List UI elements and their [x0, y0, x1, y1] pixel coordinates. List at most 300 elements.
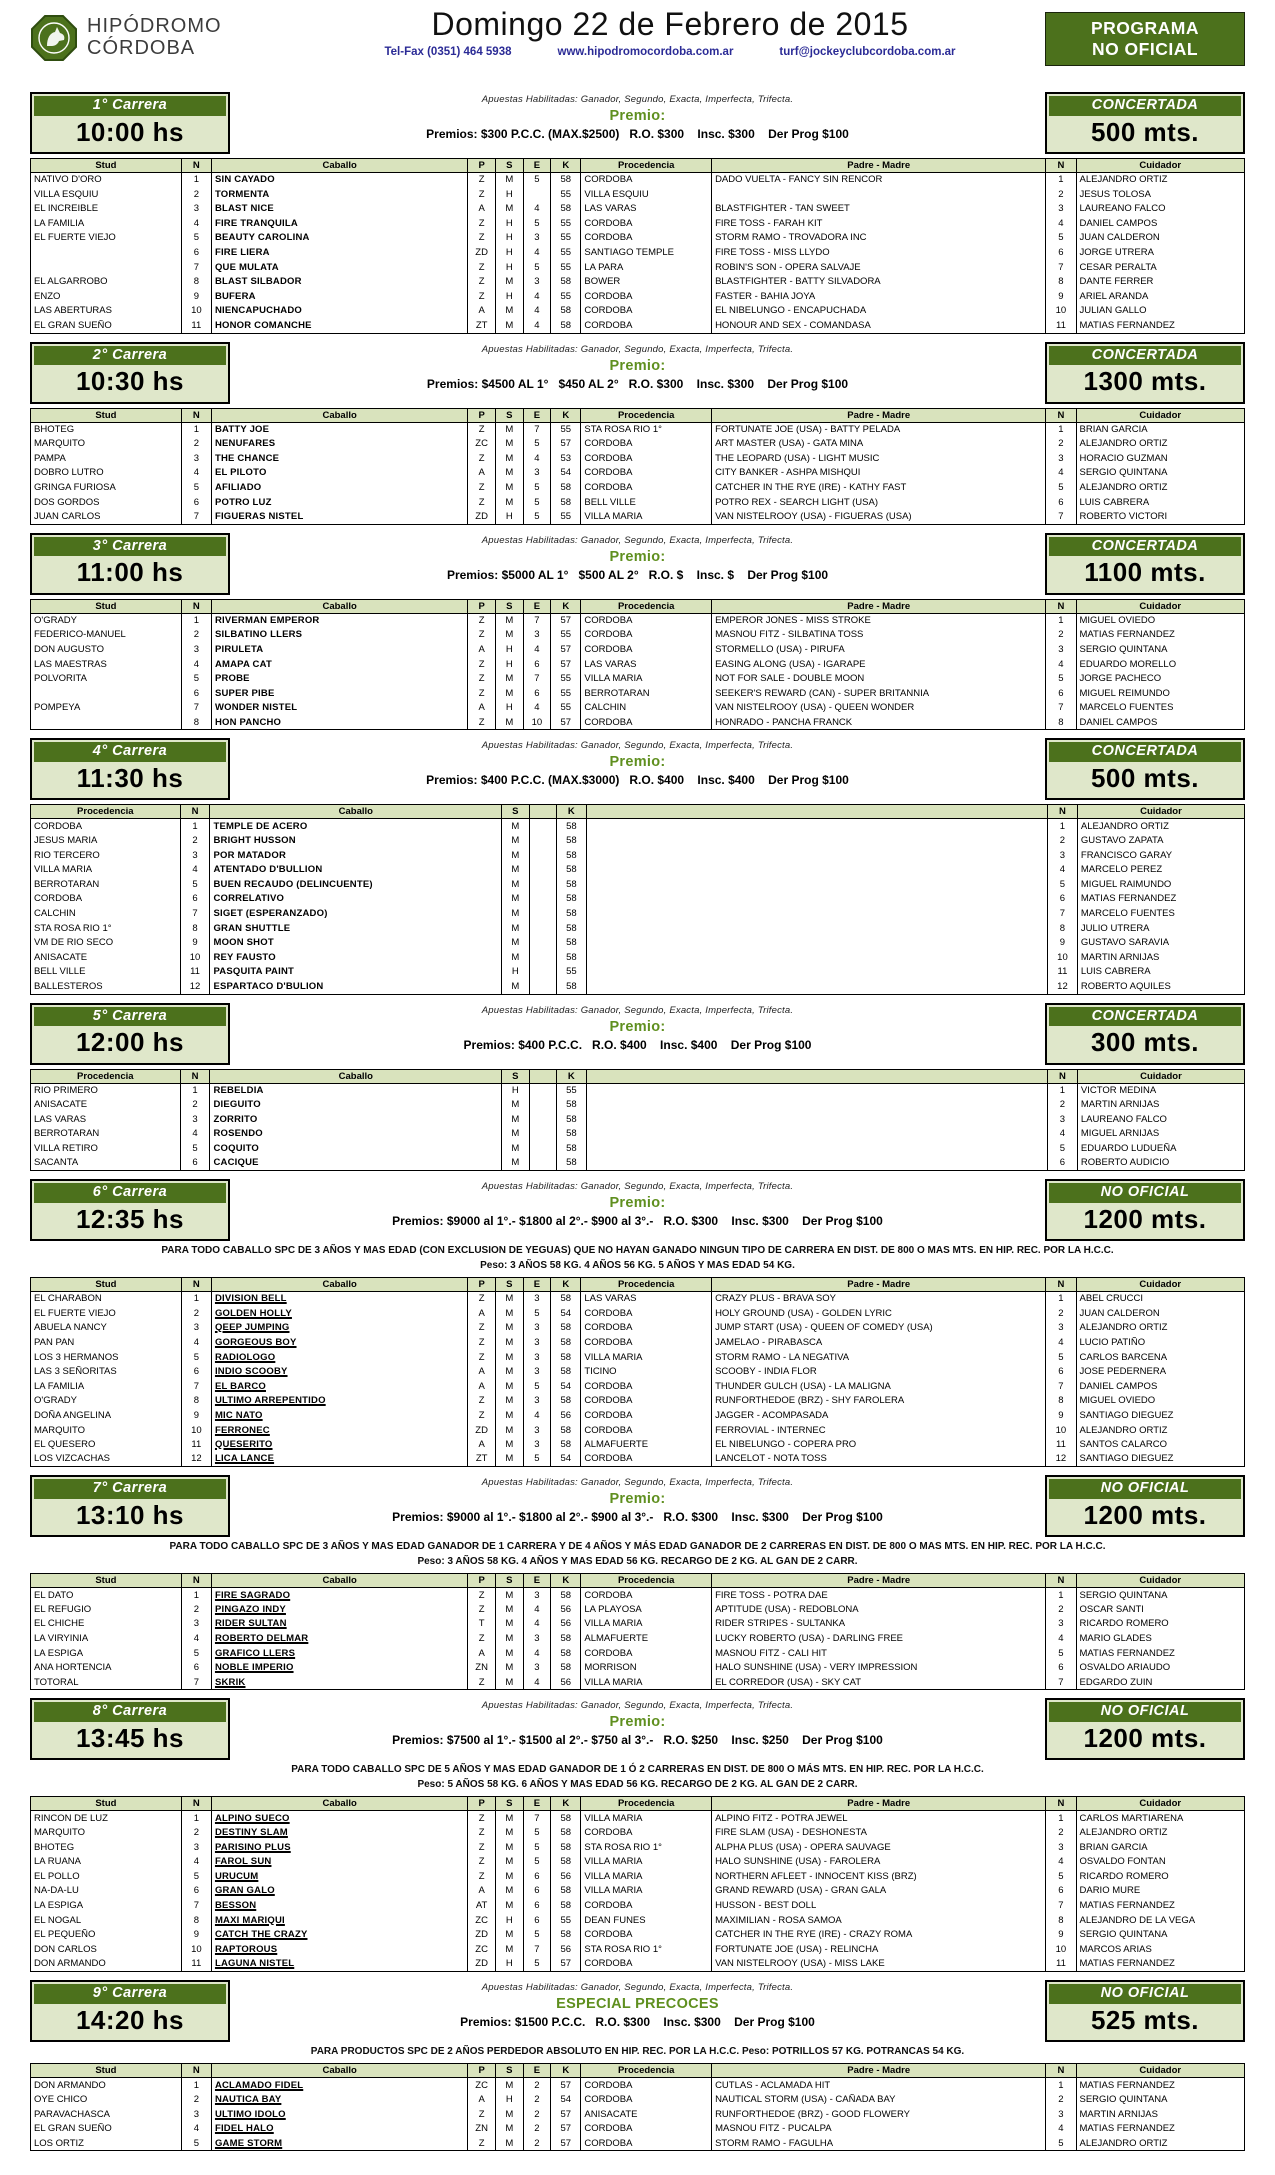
email-link[interactable]: turf@jockeyclubcordoba.com.ar [779, 46, 956, 58]
cell: M [502, 877, 529, 892]
cell: LA VIRYINIA [31, 1632, 182, 1647]
horse-row [31, 1632, 1245, 1647]
cell: 2 [181, 1826, 211, 1841]
cell: MARTIN ARNIJAS [1077, 1098, 1244, 1113]
cell: LOS 3 HERMANOS [31, 1350, 182, 1365]
horse-name: PROBE [211, 672, 467, 687]
cell: M [495, 1321, 523, 1336]
column-header: E [523, 159, 551, 173]
cell [586, 907, 1047, 922]
column-header: N [180, 1069, 210, 1083]
column-header: N [181, 2064, 211, 2078]
table-header-row [31, 1278, 1245, 1292]
cell: CORDOBA [581, 1394, 712, 1409]
cell: 5 [1046, 672, 1076, 687]
cell [586, 863, 1047, 878]
column-header: Caballo [211, 1278, 467, 1292]
column-header: N [1048, 1069, 1078, 1083]
column-header: Cuidador [1076, 1797, 1245, 1811]
race-premio-block [242, 738, 1033, 800]
cell: CORDOBA [581, 1646, 712, 1661]
horse-row [31, 2107, 1245, 2122]
cell: DON ARMANDO [31, 1957, 182, 1972]
cell [529, 950, 556, 965]
cell: FERROVIAL - INTERNEC [712, 1423, 1046, 1438]
cell: 1 [1048, 1083, 1078, 1098]
table-header-row [31, 2064, 1245, 2078]
cell: SERGIO QUINTANA [1076, 1928, 1245, 1943]
cell: 55 [551, 216, 581, 231]
cell: 11 [1046, 1438, 1076, 1453]
cell: 6 [523, 686, 551, 701]
table-header-row [31, 1069, 1245, 1083]
logo-text [87, 16, 222, 59]
cell [529, 965, 556, 980]
race-section-1 [30, 92, 1245, 334]
logo-line2: CÓRDOBA [87, 37, 196, 59]
cell [529, 936, 556, 951]
cell: STORM RAMO - TROVADORA INC [712, 231, 1046, 246]
cell: 4 [1046, 1632, 1076, 1647]
cell: LOS VIZCACHAS [31, 1452, 182, 1467]
cell: BHOTEG [31, 422, 182, 437]
cell: Z [468, 1321, 496, 1336]
bets-line: Apuestas Habilitadas: Ganador, Segundo, Exacta, Imperfecta, Trifecta. [481, 1477, 794, 1489]
cell: 5 [181, 672, 211, 687]
cell: ALEJANDRO ORTIZ [1076, 2136, 1245, 2151]
cell: A [468, 2093, 496, 2108]
horse-name: URUCUM [211, 1869, 467, 1884]
cell: 58 [551, 480, 581, 495]
column-header: Procedencia [31, 1069, 181, 1083]
cell: BOWER [581, 275, 712, 290]
cell: 54 [551, 1379, 581, 1394]
cell: 10 [181, 1942, 211, 1957]
cell: LAS VARAS [581, 657, 712, 672]
horse-row [31, 1127, 1245, 1142]
race-premio-block [242, 1980, 1033, 2042]
cell: 6 [181, 686, 211, 701]
horse-name: RIDER SULTAN [211, 1617, 467, 1632]
cell [523, 187, 551, 202]
cell: EL REFUGIO [31, 1602, 182, 1617]
cell: STORM RAMO - LA NEGATIVA [712, 1350, 1046, 1365]
cell: CORDOBA [31, 819, 181, 834]
cell: A [468, 1365, 496, 1380]
cell: 56 [551, 1617, 581, 1632]
column-header: S [495, 2064, 523, 2078]
race-table [30, 599, 1245, 731]
cell: CORDOBA [581, 173, 712, 188]
cell: 2 [1046, 1602, 1076, 1617]
column-header: Caballo [211, 599, 467, 613]
cell: HORACIO GUZMAN [1076, 451, 1245, 466]
cell: 7 [523, 422, 551, 437]
cell: CORDOBA [581, 2093, 712, 2108]
cell: 4 [180, 1127, 210, 1142]
cell: 7 [181, 1379, 211, 1394]
cell: 2 [181, 2093, 211, 2108]
cell: STA ROSA RIO 1° [31, 921, 181, 936]
cell: MATIAS FERNANDEZ [1076, 2122, 1245, 2137]
horse-row [31, 950, 1245, 965]
race-status-distance-panel [1045, 1475, 1245, 1537]
race-distance: 500 mts. [1090, 763, 1200, 793]
cell: 3 [523, 1365, 551, 1380]
cell: 3 [181, 1617, 211, 1632]
cell: M [495, 1942, 523, 1957]
cell: A [468, 642, 496, 657]
cell: EDGARDO ZUIN [1076, 1675, 1245, 1690]
cell: 5 [523, 1452, 551, 1467]
column-header: K [551, 159, 581, 173]
cell: CARLOS BARCENA [1076, 1350, 1245, 1365]
column-header: Cuidador [1076, 408, 1245, 422]
column-header: P [468, 1278, 496, 1292]
cell: M [502, 863, 529, 878]
cell: ENZO [31, 289, 182, 304]
cell: MARCELO PEREZ [1077, 863, 1244, 878]
premio-title: Premio: [609, 357, 666, 374]
cell: CORDOBA [581, 1379, 712, 1394]
cell: 1 [181, 1292, 211, 1307]
cell: 58 [556, 834, 586, 849]
cell: EDUARDO MORELLO [1076, 657, 1245, 672]
horse-name: RAPTOROUS [211, 1942, 467, 1957]
cell: M [495, 2136, 523, 2151]
cell: Z [468, 686, 496, 701]
race-status-distance-panel [1045, 1003, 1245, 1065]
cell: 8 [1046, 1394, 1076, 1409]
cell: EL CHARABON [31, 1292, 182, 1307]
cell: Z [468, 628, 496, 643]
cell: 6 [1048, 892, 1078, 907]
horse-row [31, 1083, 1245, 1098]
cell: ROBERTO AUDICIO [1077, 1156, 1244, 1171]
column-header: N [1046, 1797, 1076, 1811]
website-link[interactable]: www.hipodromocordoba.com.ar [557, 46, 734, 58]
cell: M [495, 686, 523, 701]
cell: ALPHA PLUS (USA) - OPERA SAUVAGE [712, 1840, 1046, 1855]
premio-detail: Premios: $400 P.C.C. R.O. $400 Insc. $400 Der Prog $100 [463, 1037, 812, 1052]
race-time: 10:00 hs [75, 116, 185, 147]
cell: VM DE RIO SECO [31, 936, 181, 951]
race-status-badge: NO OFICIAL [1049, 1183, 1241, 1203]
column-header: Stud [31, 159, 182, 173]
cell: 4 [523, 202, 551, 217]
date-title: Domingo 22 de Febrero de 2015 [431, 6, 909, 42]
horse-name: QUE MULATA [211, 260, 467, 275]
cell [529, 1083, 556, 1098]
cell [31, 686, 182, 701]
premio-title: Premio: [609, 548, 666, 565]
cell: H [495, 642, 523, 657]
column-header: N [1046, 1574, 1076, 1588]
cell: 5 [181, 1869, 211, 1884]
horse-row [31, 2136, 1245, 2151]
cell: BERROTARAN [31, 1127, 181, 1142]
cell: 7 [523, 613, 551, 628]
column-header: Caballo [211, 1797, 467, 1811]
horse-row [31, 613, 1245, 628]
cell: CORDOBA [581, 1335, 712, 1350]
horse-name: LICA LANCE [211, 1452, 467, 1467]
cell: M [495, 495, 523, 510]
cell: Z [468, 289, 496, 304]
cell: CALCHIN [581, 701, 712, 716]
cell: SERGIO QUINTANA [1076, 2093, 1245, 2108]
cell: 11 [1048, 965, 1078, 980]
cell: 7 [181, 1675, 211, 1690]
cell: 2 [1046, 628, 1076, 643]
cell: 5 [523, 1840, 551, 1855]
column-header: N [181, 599, 211, 613]
cell: ZC [468, 437, 496, 452]
cell: LAS MAESTRAS [31, 657, 182, 672]
cell: 7 [1046, 510, 1076, 525]
cell: DANIEL CAMPOS [1076, 715, 1245, 730]
cell: 5 [181, 2136, 211, 2151]
horse-row [31, 1617, 1245, 1632]
horse-name: HON PANCHO [211, 715, 467, 730]
horse-name: MOON SHOT [210, 936, 502, 951]
cell: MASNOU FITZ - CALI HIT [712, 1646, 1046, 1661]
cell: SANTOS CALARCO [1076, 1438, 1245, 1453]
horse-row [31, 819, 1245, 834]
horse-name: NENUFARES [211, 437, 467, 452]
cell: ZD [468, 245, 496, 260]
cell: 58 [551, 1840, 581, 1855]
cell: 58 [551, 1826, 581, 1841]
cell: VILLA MARIA [581, 672, 712, 687]
cell: Z [468, 672, 496, 687]
cell: FASTER - BAHIA JOYA [712, 289, 1046, 304]
cell: BRIAN GARCIA [1076, 1840, 1245, 1855]
cell: SERGIO QUINTANA [1076, 466, 1245, 481]
cell [31, 260, 182, 275]
race-table [30, 408, 1245, 525]
table-header-row [31, 159, 1245, 173]
cell: LUCIO PATIÑO [1076, 1335, 1245, 1350]
cell: 54 [551, 1306, 581, 1321]
cell: Z [468, 1675, 496, 1690]
cell [586, 1141, 1047, 1156]
cell: CORDOBA [581, 451, 712, 466]
cell: 9 [180, 936, 210, 951]
cell: 3 [181, 1840, 211, 1855]
race-header [30, 1179, 1245, 1241]
horse-row [31, 1112, 1245, 1127]
cell: SANTIAGO DIEGUEZ [1076, 1408, 1245, 1423]
cell: 57 [551, 715, 581, 730]
cell: M [495, 2107, 523, 2122]
column-header [586, 805, 1047, 819]
horse-row [31, 921, 1245, 936]
cell: ALPINO FITZ - POTRA JEWEL [712, 1811, 1046, 1826]
cell: MIGUEL ARNIJAS [1077, 1127, 1244, 1142]
race-status-distance-panel [1045, 1698, 1245, 1760]
cell [529, 979, 556, 994]
cell: Z [468, 187, 496, 202]
cell: CORDOBA [581, 1408, 712, 1423]
cell: 58 [556, 863, 586, 878]
cell: MASNOU FITZ - PUCALPA [712, 2122, 1046, 2137]
horse-row [31, 1869, 1245, 1884]
horse-row [31, 451, 1245, 466]
cell: 58 [556, 950, 586, 965]
horse-name: EL PILOTO [211, 466, 467, 481]
race-distance: 300 mts. [1090, 1027, 1200, 1058]
cell: H [495, 2093, 523, 2108]
cell: BLASTFIGHTER - TAN SWEET [712, 202, 1046, 217]
badge-line1: PROGRAMA [1090, 18, 1200, 38]
cell: 4 [523, 1646, 551, 1661]
cell: M [495, 437, 523, 452]
cell: LA PARA [581, 260, 712, 275]
column-header: E [523, 599, 551, 613]
cell: 9 [1046, 1408, 1076, 1423]
cell: NOT FOR SALE - DOUBLE MOON [712, 672, 1046, 687]
cell: 58 [556, 1098, 586, 1113]
horse-name: MIC NATO [211, 1408, 467, 1423]
cell: 4 [1046, 657, 1076, 672]
cell: SERGIO QUINTANA [1076, 642, 1245, 657]
cell: M [502, 950, 529, 965]
cell [586, 979, 1047, 994]
horse-name: SIGET (ESPERANZADO) [210, 907, 502, 922]
cell: 1 [1046, 1588, 1076, 1603]
cell: OSVALDO FONTAN [1076, 1855, 1245, 1870]
cell: JOSE PEDERNERA [1076, 1365, 1245, 1380]
cell: 55 [551, 187, 581, 202]
column-header: N [180, 805, 210, 819]
horse-name: GRAN GALO [211, 1884, 467, 1899]
cell: M [495, 1884, 523, 1899]
cell: 58 [551, 1928, 581, 1943]
cell: 1 [1046, 1811, 1076, 1826]
cell: CORDOBA [581, 466, 712, 481]
cell: 2 [1046, 2093, 1076, 2108]
cell: M [495, 1898, 523, 1913]
horse-name: BUEN RECAUDO (DELINCUENTE) [210, 877, 502, 892]
cell: Z [468, 1826, 496, 1841]
cell: 58 [551, 1646, 581, 1661]
cell: 58 [556, 1141, 586, 1156]
cell: 8 [181, 275, 211, 290]
cell: 6 [1046, 495, 1076, 510]
cell: 5 [180, 1141, 210, 1156]
horse-row [31, 466, 1245, 481]
cell: M [502, 921, 529, 936]
cell: 7 [523, 1811, 551, 1826]
cell: 58 [551, 1335, 581, 1350]
column-header: N [1046, 1278, 1076, 1292]
bets-line: Apuestas Habilitadas: Ganador, Segundo, Exacta, Imperfecta, Trifecta. [481, 1181, 794, 1193]
cell: M [495, 480, 523, 495]
race-status-distance-panel [1045, 533, 1245, 595]
cell: 3 [523, 1423, 551, 1438]
cell: 56 [551, 1942, 581, 1957]
cell: HOLY GROUND (USA) - GOLDEN LYRIC [712, 1306, 1046, 1321]
condition-line: PARA TODO CABALLO SPC DE 3 AÑOS Y MAS EDAD GANADOR DE 1 CARRERA Y DE 4 AÑOS Y MÁS EDAD GANADOR DE 2 CARRERAS EN DIST. DE 800 O MAS MTS. EN HIP. REC. POR LA H.C.C. [169, 1541, 1106, 1553]
horse-row [31, 245, 1245, 260]
cell: 12 [180, 979, 210, 994]
column-header: N [181, 1797, 211, 1811]
cell: BRIAN GARCIA [1076, 422, 1245, 437]
horse-name: FIDEL HALO [211, 2122, 467, 2137]
cell: 4 [1046, 216, 1076, 231]
column-header: N [1046, 2064, 1076, 2078]
horse-name: SKRIK [211, 1675, 467, 1690]
cell: 7 [523, 672, 551, 687]
cell: 58 [556, 1112, 586, 1127]
cell: 3 [523, 1588, 551, 1603]
cell: LA ESPIGA [31, 1898, 182, 1913]
race-conditions [30, 1540, 1245, 1569]
column-header: P [468, 159, 496, 173]
cell [586, 965, 1047, 980]
race-number: 7° Carrera [34, 1479, 226, 1499]
cell: JULIO UTRERA [1077, 921, 1244, 936]
cell: M [495, 715, 523, 730]
cell: LA PLAYOSA [581, 1602, 712, 1617]
condition-line: Peso: 3 AÑOS 58 KG. 4 AÑOS 56 KG. 5 AÑOS Y MAS EDAD 54 KG. [480, 1259, 795, 1271]
cell: 10 [181, 304, 211, 319]
cell: MARCOS ARIAS [1076, 1942, 1245, 1957]
horse-row [31, 275, 1245, 290]
cell: M [495, 1646, 523, 1661]
cell: 1 [181, 1811, 211, 1826]
horse-name: BEAUTY CAROLINA [211, 231, 467, 246]
race-section-9 [30, 1980, 1245, 2151]
horse-row [31, 1141, 1245, 1156]
cell: 5 [523, 437, 551, 452]
cell: 2 [523, 2122, 551, 2137]
cell: Z [468, 260, 496, 275]
cell: LUIS CABRERA [1077, 965, 1244, 980]
cell: MARQUITO [31, 1423, 182, 1438]
column-header: Stud [31, 2064, 182, 2078]
race-header [30, 1698, 1245, 1760]
cell: 4 [181, 1632, 211, 1647]
cell: O'GRADY [31, 613, 182, 628]
horse-name: TEMPLE DE ACERO [210, 819, 502, 834]
table-header-row [31, 599, 1245, 613]
premio-detail: Premios: $7500 al 1°.- $1500 al 2°.- $750 al 3°.- R.O. $250 Insc. $250 Der Prog $100 [392, 1733, 883, 1748]
cell: RUNFORTHEDOE (BRZ) - GOOD FLOWERY [712, 2107, 1046, 2122]
cell: ART MASTER (USA) - GATA MINA [712, 437, 1046, 452]
cell: DANIEL CAMPOS [1076, 1379, 1245, 1394]
cell: BERROTARAN [581, 686, 712, 701]
cell [586, 1127, 1047, 1142]
horse-row [31, 936, 1245, 951]
horse-name: RIVERMAN EMPEROR [211, 613, 467, 628]
cell: JULIAN GALLO [1076, 304, 1245, 319]
cell: EL FUERTE VIEJO [31, 231, 182, 246]
cell: ZD [468, 510, 496, 525]
cell: VILLA MARIA [581, 1884, 712, 1899]
horse-name: ULTIMO ARREPENTIDO [211, 1394, 467, 1409]
cell: 6 [181, 245, 211, 260]
cell: M [495, 1617, 523, 1632]
cell: A [468, 1379, 496, 1394]
cell [529, 1127, 556, 1142]
cell: M [502, 819, 529, 834]
race-distance: 1200 mts. [1083, 1499, 1207, 1530]
column-header: Caballo [211, 159, 467, 173]
column-header [529, 1069, 556, 1083]
cell: 3 [523, 275, 551, 290]
